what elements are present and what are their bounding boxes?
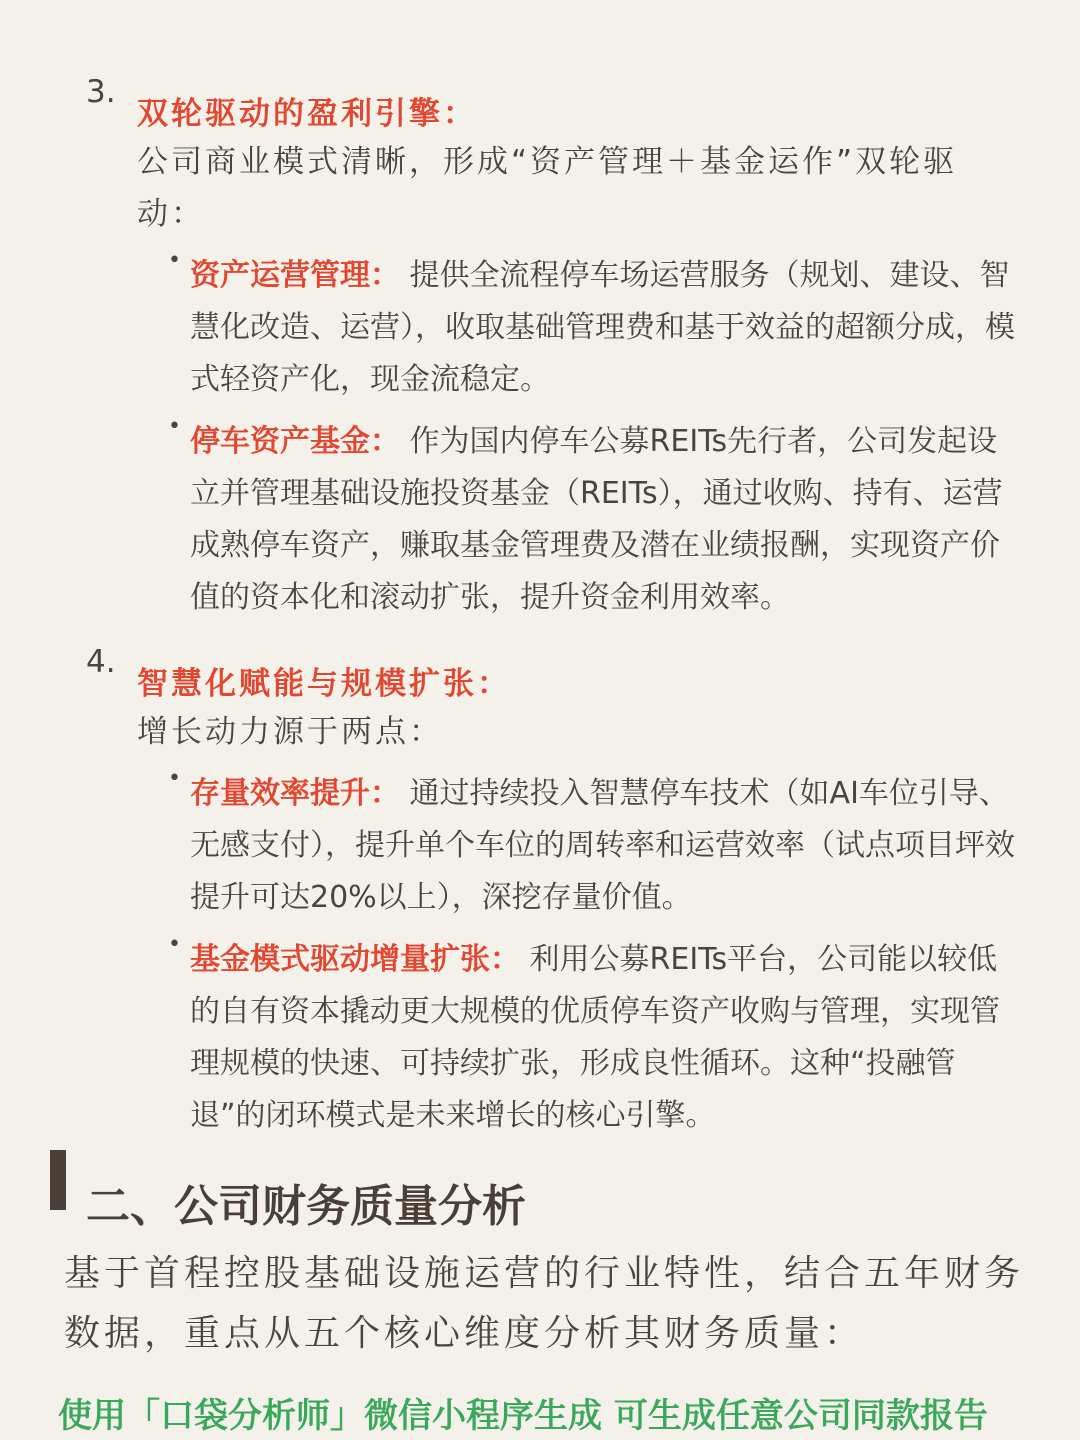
- bullet-fund-expansion: [168, 932, 1024, 1142]
- bullet-dot-icon: •: [168, 932, 181, 957]
- bullet-dot-icon: •: [168, 414, 181, 439]
- section-2-paragraph: 基于首程控股基础设施运营的行业特性，结合五年财务数据，重点从五个核心维度分析其财务质量：: [64, 1253, 1025, 1354]
- bullet-text: 作为国内停车公募REITs先行者，公司发起设立并管理基础设施投资基金（REITs），通过收购、持有、运营成熟停车资产，赚取基金管理费及潜在业绩报酬，实现资产价值的资本化和滚动扩张，提升资金利用效率。: [190, 424, 1003, 615]
- section-heading-bar: [50, 1150, 66, 1210]
- section-4-number: 4.: [86, 644, 116, 680]
- bullet-text: 提供全流程停车场运营服务（规划、建设、智慧化改造、运营），收取基础管理费和基于效益的超额分成，模式轻资产化，现金流稳定。: [190, 258, 1015, 397]
- section-3-intro: 公司商业模式清晰，形成“资产管理＋基金运作”双轮驱动：: [137, 144, 958, 232]
- section-4-intro: 增长动力源于两点：: [137, 714, 443, 750]
- section-3-heading: 双轮驱动的盈利引擎：: [137, 96, 477, 132]
- bullet-text: 通过持续投入智慧停车技术（如AI车位引导、无感支付），提升单个车位的周转率和运营效率（试点项目坪效提升可达20%以上），深挖存量价值。: [190, 776, 1015, 915]
- bullet-parking-fund: [168, 414, 1024, 624]
- bullet-asset-operation: [168, 248, 1024, 406]
- bullet-title: 存量效率提升：: [190, 776, 400, 811]
- section-4-heading: 智慧化赋能与规模扩张：: [137, 666, 511, 702]
- bullet-dot-icon: •: [168, 248, 181, 273]
- footer-promo: 使用「口袋分析师」微信小程序生成 可生成任意公司同款报告: [58, 1396, 988, 1436]
- bullet-dot-icon: •: [168, 766, 181, 791]
- bullet-title: 停车资产基金：: [190, 424, 400, 459]
- section-2-title: 二、公司财务质量分析: [86, 1181, 526, 1232]
- bullet-efficiency: [168, 766, 1024, 924]
- bullet-title: 资产运营管理：: [190, 258, 400, 293]
- bullet-text: 利用公募REITs平台，公司能以较低的自有资本撬动更大规模的优质停车资产收购与管理，实现管理规模的快速、可持续扩张，形成良性循环。这种“投融管退”的闭环模式是未来增长的核心引擎。: [190, 942, 1000, 1133]
- section-3-number: 3.: [86, 74, 116, 110]
- bullet-title: 基金模式驱动增量扩张：: [190, 942, 520, 977]
